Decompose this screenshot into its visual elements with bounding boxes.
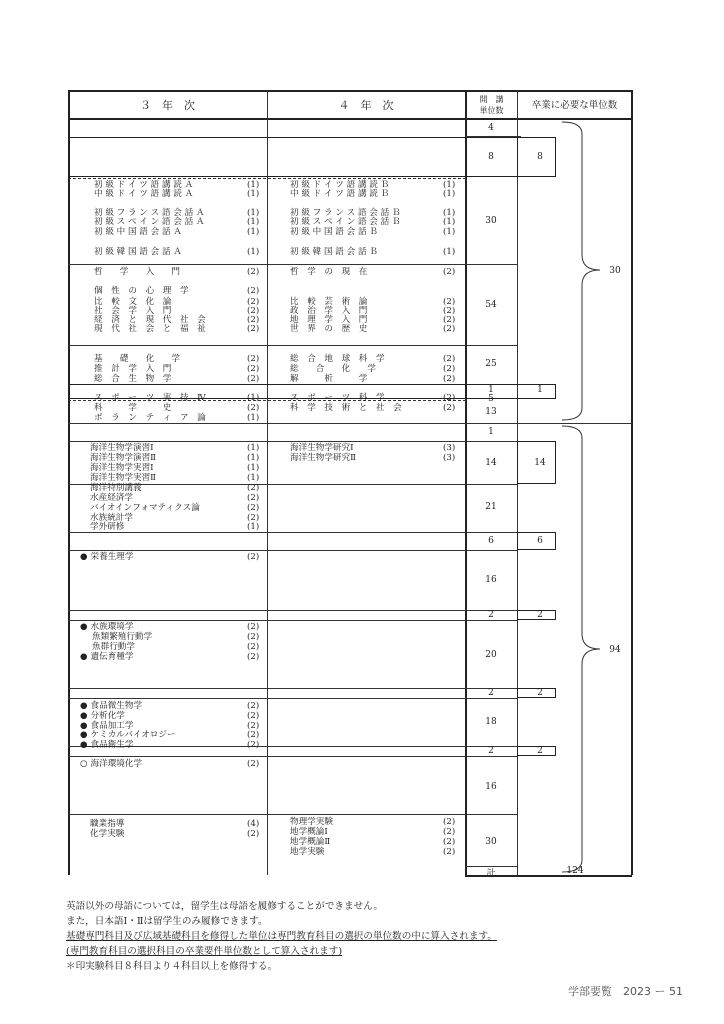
y4-u5: (1) <box>443 227 456 237</box>
units-4: 54 <box>485 300 497 310</box>
y4-c19: 物理学実験 <box>290 817 333 827</box>
col-divider-3-4 <box>267 90 268 875</box>
y3-c1: 初 級 ド イ ツ 語 講 読 Ａ <box>94 180 194 190</box>
page-footer: 学部要覧 2023 ー 51 <box>568 985 683 998</box>
y4-c7: 哲 学 の 現 在 <box>290 267 368 277</box>
y3-u20: (1) <box>247 453 260 463</box>
needed-brace-30: 30 <box>609 266 621 276</box>
row-sep-10 <box>68 620 518 621</box>
needed-7: 2 <box>537 746 543 756</box>
y3-c9: 比 較 文 化 論 <box>94 297 172 307</box>
y3-c23: 海洋特別講義 <box>90 483 142 493</box>
units-5: 25 <box>485 359 497 369</box>
y3-c11: 経 済 と 現 代 社 会 <box>94 315 206 325</box>
row-sep-8 <box>68 550 518 551</box>
y3-u7: (2) <box>247 267 260 277</box>
y3-u17: (2) <box>247 403 260 413</box>
y3-u33: (2) <box>247 701 260 711</box>
table-top-border <box>68 90 632 92</box>
units-12: 6 <box>488 536 494 546</box>
y4-c6: 初 級 韓 国 語 会 話 Ｂ <box>290 247 378 257</box>
header-kaikou-line2: 単位数 <box>479 106 504 115</box>
note-1: 英語以外の母語については，留学生は母語を履修することができません。 <box>66 901 383 912</box>
units-19: 16 <box>485 782 497 792</box>
row-sep-7 <box>68 532 518 533</box>
y3-c30: 魚類繁殖行動学 <box>92 632 153 642</box>
row-sep-15 <box>68 814 518 815</box>
y4-c21: 地学概論Ⅱ <box>290 837 331 847</box>
y3-c27: 学外研修 <box>90 522 125 532</box>
y3-u24: (2) <box>247 493 260 503</box>
y3-u35: (2) <box>247 721 260 731</box>
table-right-border <box>631 90 633 875</box>
y3-u32: (2) <box>247 652 260 662</box>
y3-u28: (2) <box>247 552 260 562</box>
y4-u18: (3) <box>443 453 456 463</box>
y4-u3: (1) <box>443 208 456 218</box>
y3-c13: 基 礎 化 学 <box>94 354 180 364</box>
y3-u21: (1) <box>247 463 260 473</box>
y3-u13: (2) <box>247 354 260 364</box>
y3-c8: 個 性 の 心 理 学 <box>94 286 189 296</box>
y4-c13: 総 合 化 学 <box>290 364 376 374</box>
y4-c17: 海洋生物学研究Ⅰ <box>290 443 354 453</box>
y4-u19: (2) <box>443 817 456 827</box>
y3-c4: 初 級 ス ペ イ ン 語 会 話 Ａ <box>94 217 205 227</box>
y3-u1: (1) <box>247 180 260 190</box>
y3-u23: (2) <box>247 483 260 493</box>
y4-c1: 初 級 ド イ ツ 語 講 読 Ｂ <box>290 180 390 190</box>
needed-5: 2 <box>537 610 543 620</box>
y4-u15: (2) <box>443 393 456 403</box>
y4-c4: 初 級 ス ペ イ ン 語 会 話 Ｂ <box>290 217 401 227</box>
header-needed-units: 卒業に必要な単位数 <box>531 100 618 111</box>
y3-c37: ● 食品衛生学 <box>80 741 133 750</box>
note-3: 基礎専門科目及び広域基礎科目を修得した単位は専門教育科目の選択の単位数の中に算入されます。 <box>66 931 497 942</box>
header-year4: ４ 年 次 <box>338 99 394 112</box>
y3-c40: 化学実験 <box>90 829 125 839</box>
y3-c2: 中 級 ド イ ツ 語 講 読 Ａ <box>94 189 194 199</box>
y3-u36: (2) <box>247 730 260 740</box>
y3-c18: ボ ラ ン テ ィ ア 論 <box>94 413 206 423</box>
row-sep-dotted-1 <box>68 178 466 179</box>
y3-c39: 職業指導 <box>90 819 125 829</box>
y4-u11: (2) <box>443 324 456 334</box>
y3-u15: (2) <box>247 374 260 384</box>
y3-u12: (2) <box>247 324 260 334</box>
y4-u9: (2) <box>443 306 456 316</box>
y4-u21: (2) <box>443 837 456 847</box>
y3-u16: (1) <box>247 393 260 403</box>
y3-u14: (2) <box>247 364 260 374</box>
y3-c6: 初 級 韓 国 語 会 話 Ａ <box>94 247 182 257</box>
y3-c21: 海洋生物学実習Ⅰ <box>90 463 154 473</box>
y3-u3: (1) <box>247 208 260 218</box>
header-year3: ３ 年 次 <box>140 99 195 112</box>
y4-u20: (2) <box>443 827 456 837</box>
col-divider-4-units <box>465 90 467 875</box>
y4-c15: ス ポ ー ツ 科 学 <box>290 393 385 403</box>
row-sep-11 <box>68 688 518 689</box>
units-9: 1 <box>488 427 494 437</box>
units-15: 20 <box>485 650 497 660</box>
row-sep-12 <box>68 698 518 699</box>
y4-u2: (1) <box>443 189 456 199</box>
y3-u9: (2) <box>247 297 260 307</box>
y4-c16: 科 学 技 術 と 社 会 <box>290 403 402 413</box>
y3-c36: ● ケミカルバイオロジー <box>80 731 176 740</box>
y4-c5: 初 級 中 国 語 会 話 Ｂ <box>290 227 378 237</box>
y4-u12: (2) <box>443 354 456 364</box>
row-sep-9 <box>68 610 518 611</box>
units-13: 16 <box>485 575 497 585</box>
y3-u6: (1) <box>247 247 260 257</box>
units-total-label: 計 <box>486 869 496 879</box>
y4-u13: (2) <box>443 364 456 374</box>
y4-u22: (2) <box>443 847 456 857</box>
y3-c14: 推 計 学 入 門 <box>94 364 172 374</box>
units-1: 4 <box>488 123 494 133</box>
y3-c29: ● 水族環境学 <box>80 623 133 632</box>
y4-c22: 地学実験 <box>290 847 325 857</box>
y3-u2: (1) <box>247 189 260 199</box>
y4-c2: 中 級 ド イ ツ 語 講 読 Ｂ <box>290 189 390 199</box>
row-sep-4 <box>68 423 632 424</box>
y3-u22: (1) <box>247 473 260 483</box>
y3-u10: (2) <box>247 306 260 316</box>
y3-u5: (1) <box>247 227 260 237</box>
y3-u25: (2) <box>247 503 260 513</box>
y3-u18: (1) <box>247 413 260 423</box>
y3-c3: 初 級 フ ラ ン ス 語 会 話 Ａ <box>94 208 205 218</box>
note-5: ＊印実験科目８科目より４科目以上を修得する。 <box>66 961 278 972</box>
needed-2: 1 <box>537 385 543 395</box>
header-bottom-border <box>68 118 632 120</box>
y4-u14: (2) <box>443 374 456 384</box>
units-6: 1 <box>488 385 494 395</box>
y4-u16: (2) <box>443 403 456 413</box>
y3-c25: バイオインフォマティクス論 <box>90 503 200 513</box>
header-kaikou <box>466 94 517 116</box>
units-8: 13 <box>485 407 497 417</box>
y3-c34: ● 分析化学 <box>80 712 125 721</box>
header-kaikou-line1: 開 講 <box>479 95 504 104</box>
units-3: 30 <box>485 216 497 226</box>
needed-1: 8 <box>537 152 543 162</box>
units-14: 2 <box>488 610 494 620</box>
y3-u30: (2) <box>247 632 260 642</box>
table-left-border <box>68 90 70 875</box>
y3-u11: (2) <box>247 315 260 325</box>
y4-u4: (1) <box>443 217 456 227</box>
note-2: また，日本語Ⅰ・Ⅱは留学生のみ履修できます。 <box>66 916 268 927</box>
y3-u26: (2) <box>247 513 260 523</box>
y3-c5: 初 級 中 国 語 会 話 Ａ <box>94 227 182 237</box>
units-18: 2 <box>488 746 494 756</box>
units-20: 30 <box>485 837 497 847</box>
y3-c24: 水産経済学 <box>90 493 133 503</box>
units-16: 2 <box>488 688 494 698</box>
y3-c31: 魚群行動学 <box>92 642 135 652</box>
y3-c16: ス ポ ー ツ 実 技 Ⅳ <box>94 393 206 403</box>
y4-c9: 政 治 学 入 門 <box>290 306 368 316</box>
y3-c22: 海洋生物学実習Ⅱ <box>90 473 156 483</box>
y4-c8: 比 較 芸 術 論 <box>290 297 368 307</box>
y4-c14: 解 析 学 <box>290 374 368 384</box>
y3-c17: 科 学 史 <box>94 403 172 413</box>
units-7: 5 <box>488 394 494 404</box>
y4-u1: (1) <box>443 180 456 190</box>
needed-brace-94: 94 <box>609 645 621 655</box>
y3-u19: (1) <box>247 443 260 453</box>
y3-u27: (1) <box>247 522 260 532</box>
y3-c19: 海洋生物学演習Ⅰ <box>90 443 154 453</box>
y4-u6: (1) <box>443 247 456 257</box>
needed-total: 124 <box>566 866 584 876</box>
y3-c38: ○ 海洋環境化学 <box>80 760 142 769</box>
units-11: 21 <box>485 502 497 512</box>
y3-c15: 総 合 生 物 学 <box>94 374 172 384</box>
y4-u7: (2) <box>443 267 456 277</box>
y3-u40: (2) <box>247 829 260 839</box>
row-sep-2 <box>68 264 518 265</box>
y4-c11: 世 界 の 歴 史 <box>290 324 368 334</box>
needed-3: 14 <box>534 458 546 468</box>
y3-u39: (4) <box>247 819 260 829</box>
y3-c32: ● 遺伝育種学 <box>80 653 133 662</box>
y3-c28: ● 栄養生理学 <box>80 553 133 562</box>
needed-4: 6 <box>537 536 543 546</box>
y4-u10: (2) <box>443 315 456 325</box>
y4-c10: 地 理 学 入 門 <box>290 315 368 325</box>
y3-u4: (1) <box>247 217 260 227</box>
y4-c3: 初 級 フ ラ ン ス 語 会 話 Ｂ <box>290 208 401 218</box>
y4-u8: (2) <box>443 297 456 307</box>
y3-u37: (2) <box>247 740 260 750</box>
y4-c18: 海洋生物学研究Ⅱ <box>290 453 356 463</box>
row-sep-13 <box>68 746 518 747</box>
y3-c35: ● 食品加工学 <box>80 722 133 731</box>
units-17: 18 <box>485 717 497 727</box>
needed-6: 2 <box>537 688 543 698</box>
y4-c12: 総 合 地 球 科 学 <box>290 354 385 364</box>
y3-c33: ● 食品微生物学 <box>80 702 142 711</box>
y3-c26: 水族統計学 <box>90 513 133 523</box>
y3-u34: (2) <box>247 711 260 721</box>
y3-c7: 哲 学 入 門 <box>94 267 180 277</box>
y3-c10: 社 会 学 入 門 <box>94 306 172 316</box>
units-10: 14 <box>485 458 497 468</box>
y3-u29: (2) <box>247 622 260 632</box>
row-sep-3 <box>68 345 518 346</box>
note-4: (専門教育科目の選択科目の卒業要件単位数として算入されます) <box>66 946 343 957</box>
y3-u31: (2) <box>247 642 260 652</box>
y3-c20: 海洋生物学演習Ⅱ <box>90 453 156 463</box>
row-sep-5 <box>68 441 518 442</box>
y4-u17: (3) <box>443 443 456 453</box>
y3-c12: 現 代 社 会 と 福 祉 <box>94 324 206 334</box>
units-2: 8 <box>488 152 494 162</box>
y4-c20: 地学概論Ⅰ <box>290 827 328 837</box>
y3-u38: (2) <box>247 759 260 769</box>
row-sep-14 <box>68 756 518 757</box>
y3-u8: (2) <box>247 286 260 296</box>
